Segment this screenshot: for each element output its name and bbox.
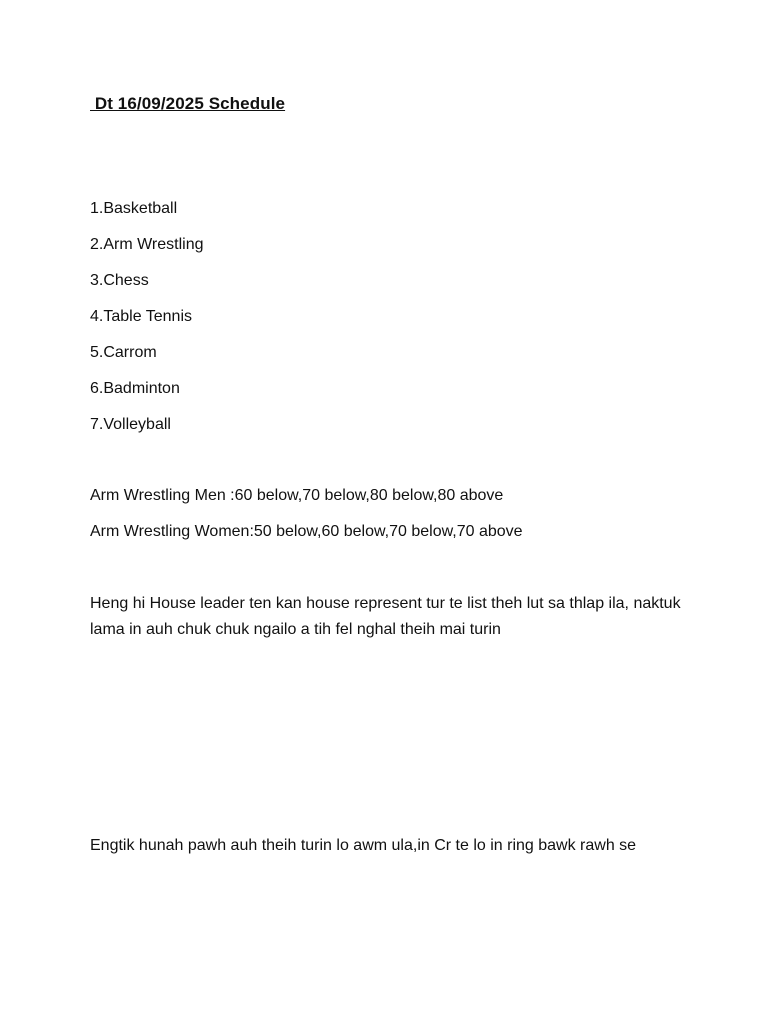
- availability-note: Engtik hunah pawh auh theih turin lo awm ula,in Cr te lo in ring bawk rawh se: [90, 837, 637, 854]
- list-item: 7.Volleyball: [90, 416, 171, 433]
- list-item: 6.Badminton: [90, 380, 180, 397]
- page-title: Dt 16/09/2025 Schedule: [90, 94, 286, 113]
- arm-wrestling-men-categories: Arm Wrestling Men :60 below,70 below,80 below,80 above: [90, 487, 504, 504]
- list-item: 4.Table Tennis: [90, 308, 192, 325]
- list-item: 1.Basketball: [90, 200, 178, 217]
- list-item: 5.Carrom: [90, 344, 157, 361]
- event-list: [90, 199, 204, 451]
- list-item: 2.Arm Wrestling: [90, 236, 204, 253]
- list-item: 3.Chess: [90, 272, 149, 289]
- house-leader-instruction: Heng hi House leader ten kan house represent tur te list theh lut sa thlap ila, naktuk lama in auh chuk chuk ngailo a tih fel nghal theih mai turin: [90, 595, 681, 638]
- arm-wrestling-women-categories: Arm Wrestling Women:50 below,60 below,70 below,70 above: [90, 523, 523, 540]
